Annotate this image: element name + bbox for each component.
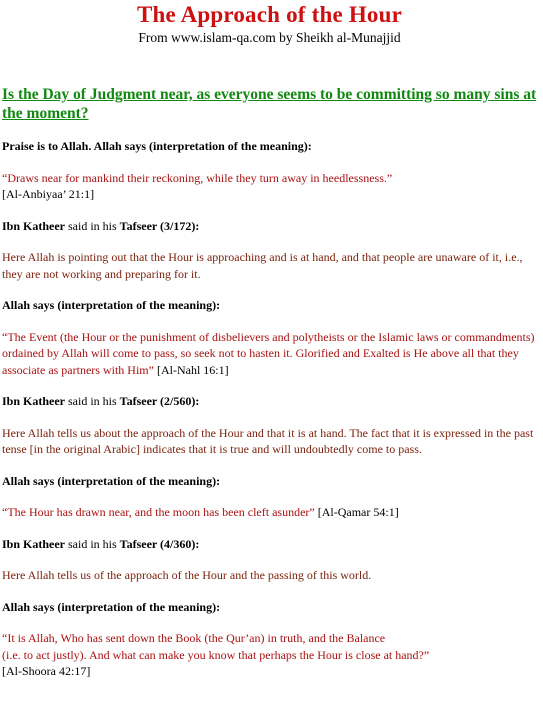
- quote-text: “Draws near for mankind their reckoning, while they turn away in heedlessness.”: [2, 170, 393, 185]
- scholar-name: Ibn Katheer: [2, 536, 65, 551]
- page-subtitle: From www.islam-qa.com by Sheikh al-Munajjid: [138, 30, 401, 45]
- quote-text: “The Event (the Hour or the punishment of disbelievers and polytheists or the Islamic laws or commandments) ordained by Allah will come to pass, so seek not to hasten it. Glorified and Exalted is He above all that they associate as partners with Him”: [2, 329, 535, 377]
- book-reference: Tafseer (4/360):: [119, 536, 200, 551]
- tafseer-paragraph-1: Here Allah is pointing out that the Hour is approaching and is at hand, and that people are unaware of it, i.e., they are not working and preparing for it.: [2, 250, 523, 281]
- tafseer-paragraph-3: Here Allah tells us of the approach of the Hour and the passing of this world.: [2, 568, 372, 582]
- allah-says-heading-3: Allah says (interpretation of the meaning):: [2, 599, 221, 614]
- quote-reference: [Al-Nahl 16:1]: [153, 362, 229, 377]
- question-heading: Is the Day of Judgment near, as everyone seems to be committing so many sins at the moment?: [2, 86, 537, 122]
- document-page: [0, 2, 543, 719]
- quote-text: “The Hour has drawn near, and the moon has been cleft asunder”: [2, 505, 315, 519]
- quote-reference: [Al-Anbiyaa’ 21:1]: [2, 187, 95, 201]
- intro-paragraph: Praise is to Allah. Allah says (interpretation of the meaning):: [2, 139, 312, 153]
- heading-connector: said in his: [65, 218, 120, 233]
- quote-block-1: [2, 170, 537, 203]
- quote-block-4: [2, 630, 537, 680]
- quote-reference: [Al-Shoora 42:17]: [2, 664, 91, 678]
- scholar-name: Ibn Katheer: [2, 394, 65, 408]
- quote-block-2: [2, 329, 537, 379]
- heading-connector: said in his: [65, 394, 120, 408]
- quote-block-3: [2, 504, 537, 521]
- page-title: The Approach of the Hour: [136, 2, 403, 27]
- quote-reference: [Al-Qamar 54:1]: [314, 505, 399, 519]
- tafseer-heading-3: [2, 536, 537, 553]
- allah-says-heading-2: Allah says (interpretation of the meaning):: [2, 473, 221, 488]
- book-reference: Tafseer (2/560):: [119, 394, 200, 408]
- book-reference: Tafseer (3/172):: [119, 218, 200, 233]
- quote-text-line-2: (i.e. to act justly). And what can make you know that perhaps the Hour is close at hand?”: [2, 647, 430, 662]
- quote-text-line-1: “It is Allah, Who has sent down the Book (the Qur’an) in truth, and the Balance: [2, 631, 386, 645]
- tafseer-heading-1: [2, 218, 537, 235]
- allah-says-heading-1: Allah says (interpretation of the meaning):: [2, 298, 221, 312]
- tafseer-paragraph-2: Here Allah tells us about the approach of the Hour and that it is at hand. The fact that it is expressed in the past tense [in the original Arabic] indicates that it is true and will undoubtedly come to pass.: [2, 425, 534, 456]
- heading-connector: said in his: [65, 536, 120, 551]
- tafseer-heading-2: [2, 393, 537, 410]
- scholar-name: Ibn Katheer: [2, 218, 65, 233]
